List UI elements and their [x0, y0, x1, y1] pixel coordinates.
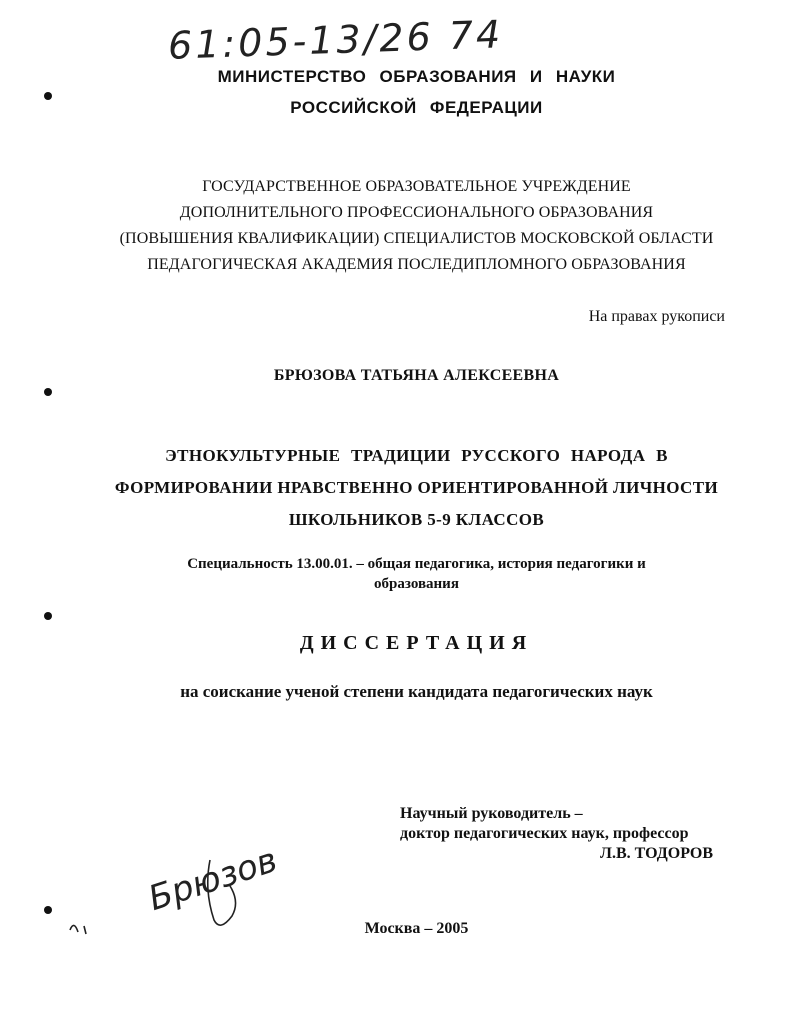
- specialty-line-2: образования: [374, 576, 459, 592]
- ministry-line-2: РОССИЙСКОЙ ФЕДЕРАЦИИ: [290, 98, 543, 117]
- archive-stamp: 61:05-13/26 74: [167, 12, 504, 68]
- specialty-line-1: Специальность 13.00.01. – общая педагогика, история педагогики и: [187, 556, 646, 572]
- title-line: ШКОЛЬНИКОВ 5-9 КЛАССОВ: [288, 510, 545, 529]
- specialty: [0, 554, 793, 594]
- city-year: Москва – 2005: [364, 920, 469, 937]
- institution-line: ПЕДАГОГИЧЕСКАЯ АКАДЕМИЯ ПОСЛЕДИПЛОМНОГО ОБРАЗОВАНИЯ: [147, 256, 686, 273]
- supervisor-rank: доктор педагогических наук, профессор: [400, 825, 689, 842]
- binding-dot: [44, 612, 52, 620]
- manuscript-note: На правах рукописи: [588, 308, 725, 325]
- document-type: ДИССЕРТАЦИЯ: [299, 632, 534, 654]
- signature: Брюзов: [143, 840, 283, 920]
- supervisor-role: Научный руководитель –: [400, 805, 583, 822]
- institution-line: ДОПОЛНИТЕЛЬНОГО ПРОФЕССИОНАЛЬНОГО ОБРАЗОВАНИЯ: [179, 204, 654, 221]
- binding-dot: [44, 388, 52, 396]
- binding-dot: [44, 906, 52, 914]
- institution-line: (ПОВЫШЕНИЯ КВАЛИФИКАЦИИ) СПЕЦИАЛИСТОВ МОСКОВСКОЙ ОБЛАСТИ: [119, 230, 714, 247]
- title-line: ЭТНОКУЛЬТУРНЫЕ ТРАДИЦИИ РУССКОГО НАРОДА В: [165, 446, 668, 465]
- title-line: ФОРМИРОВАНИИ НРАВСТВЕННО ОРИЕНТИРОВАННОЙ ЛИЧНОСТИ: [114, 478, 719, 497]
- institution-line: ГОСУДАРСТВЕННОЕ ОБРАЗОВАТЕЛЬНОЕ УЧРЕЖДЕНИЕ: [202, 178, 631, 195]
- institution-block: [0, 174, 793, 278]
- supervisor-name: Л.В. ТОДОРОВ: [600, 845, 713, 862]
- degree-line: на соискание ученой степени кандидата педагогических наук: [180, 682, 653, 701]
- author-name: БРЮЗОВА ТАТЬЯНА АЛЕКСЕЕВНА: [273, 367, 560, 384]
- dissertation-title: [0, 440, 793, 536]
- signature-flourish: [60, 850, 260, 960]
- ministry-line-1: МИНИСТЕРСТВО ОБРАЗОВАНИЯ И НАУКИ: [217, 67, 616, 86]
